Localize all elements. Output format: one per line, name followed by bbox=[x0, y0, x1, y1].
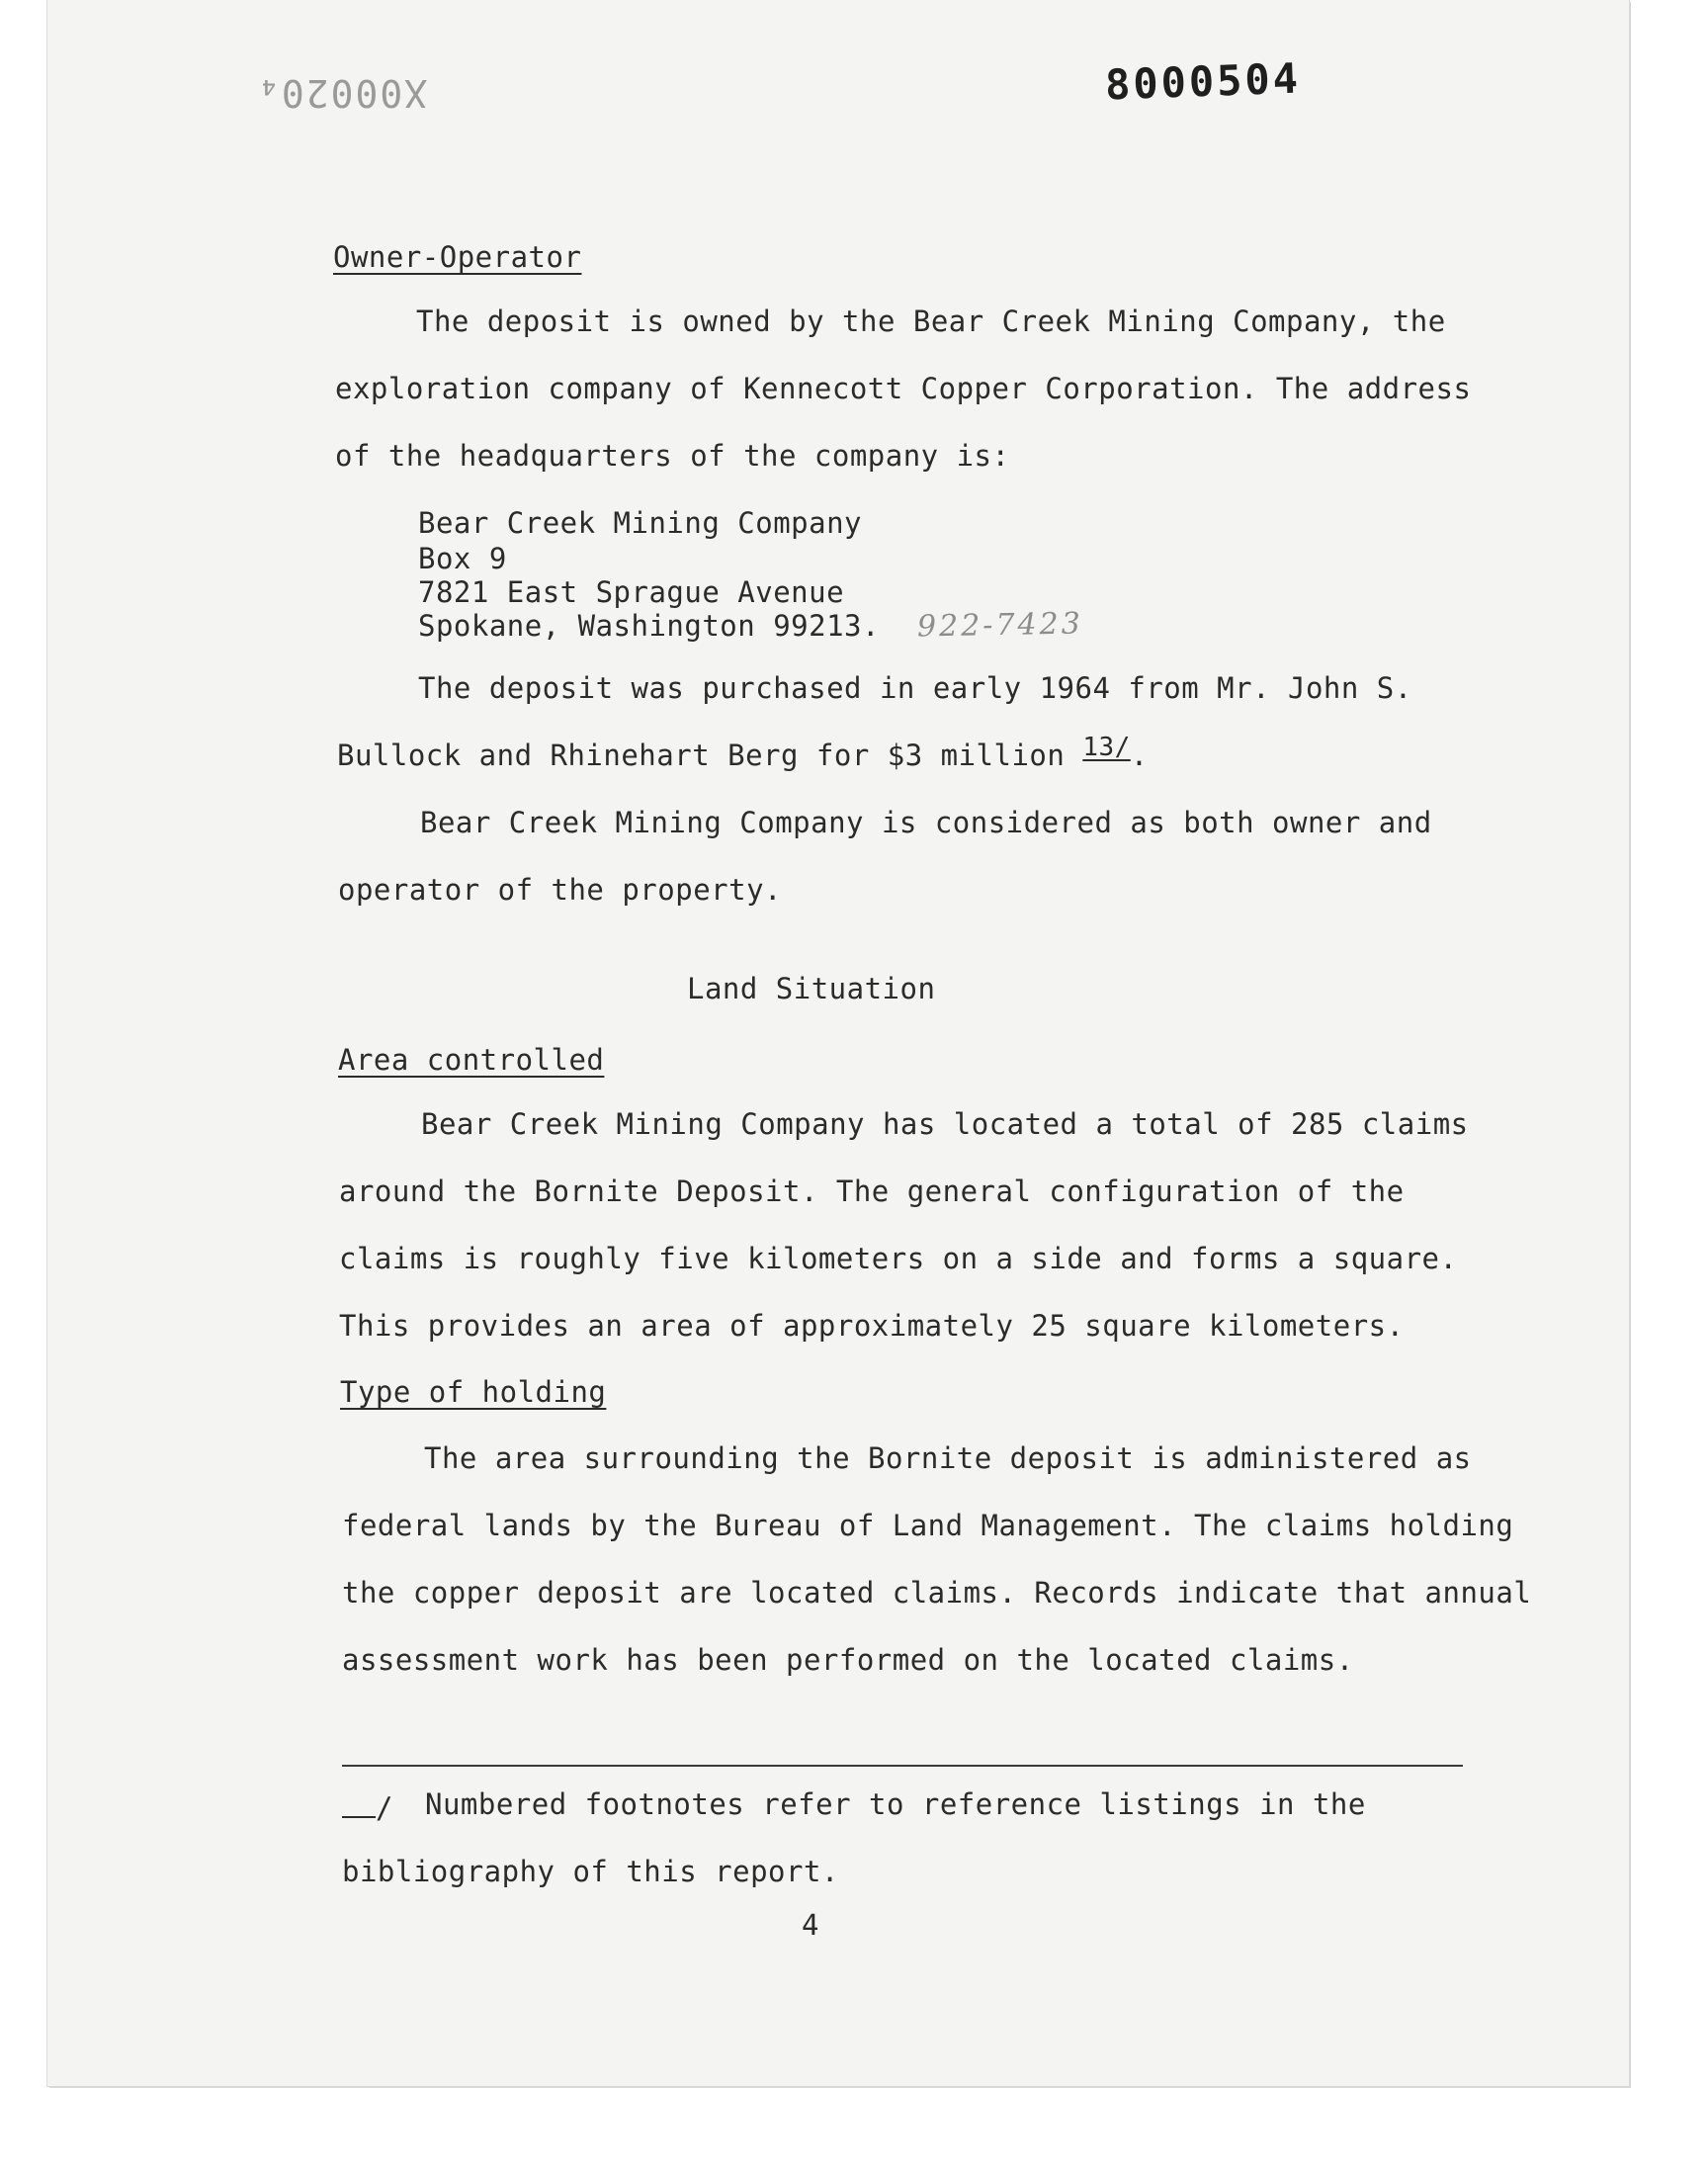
paragraph-line: around the Bornite Deposit. The general configuration of the bbox=[339, 1174, 1405, 1208]
paragraph-line: Bear Creek Mining Company has located a total of 285 claims bbox=[421, 1107, 1469, 1141]
paragraph-line: The deposit was purchased in early 1964 from Mr. John S. bbox=[418, 671, 1412, 705]
address-line: 7821 East Sprague Avenue bbox=[418, 575, 845, 609]
footnote-marker bbox=[342, 1791, 392, 1825]
paragraph-line: the copper deposit are located claims. Records indicate that annual bbox=[342, 1576, 1532, 1610]
paragraph-line-with-reference bbox=[337, 733, 1149, 772]
paragraph-line: This provides an area of approximately 25 square kilometers. bbox=[339, 1309, 1405, 1343]
paragraph-line: The deposit is owned by the Bear Creek Mining Company, the bbox=[416, 304, 1446, 338]
page-number: 4 bbox=[802, 1908, 819, 1942]
paragraph-line: The area surrounding the Bornite deposit is administered as bbox=[424, 1441, 1472, 1475]
paragraph-line: federal lands by the Bureau of Land Management. The claims holding bbox=[342, 1509, 1514, 1542]
paragraph-line: assessment work has been performed on the located claims. bbox=[342, 1643, 1354, 1677]
footnote-blank bbox=[342, 1794, 376, 1818]
paragraph-line: of the headquarters of the company is: bbox=[335, 439, 1010, 473]
heading-area-controlled: Area controlled bbox=[338, 1043, 605, 1077]
period: . bbox=[1130, 739, 1149, 772]
address-line: Spokane, Washington 99213. bbox=[418, 609, 880, 643]
heading-type-of-holding: Type of holding bbox=[340, 1375, 607, 1409]
footnote-reference: 13/ bbox=[1082, 733, 1131, 762]
footnote-separator-rule bbox=[342, 1765, 1463, 1767]
paragraph-line: Bear Creek Mining Company is considered as both owner and bbox=[420, 806, 1432, 839]
address-line: Bear Creek Mining Company bbox=[418, 506, 862, 540]
footnote-line: bibliography of this report. bbox=[342, 1855, 839, 1888]
section-title-land-situation: Land Situation bbox=[687, 972, 936, 1005]
paragraph-text: Bullock and Rhinehart Berg for $3 million bbox=[337, 739, 1066, 772]
paragraph-line: exploration company of Kennecott Copper Corporation. The address bbox=[335, 372, 1472, 405]
heading-owner-operator: Owner-Operator bbox=[333, 240, 582, 274]
faded-document-stamp: X00020₄ bbox=[255, 71, 428, 115]
handwritten-phone-note: 922-7423 bbox=[916, 606, 1084, 645]
footnote-line: Numbered footnotes refer to reference listings in the bbox=[425, 1787, 1366, 1821]
document-number-stamp: 8000504 bbox=[1104, 53, 1302, 110]
paragraph-line: operator of the property. bbox=[338, 873, 782, 907]
address-line: Box 9 bbox=[418, 542, 507, 575]
paragraph-line: claims is roughly five kilometers on a side and forms a square. bbox=[339, 1242, 1458, 1275]
footnote-slash: / bbox=[376, 1791, 393, 1825]
